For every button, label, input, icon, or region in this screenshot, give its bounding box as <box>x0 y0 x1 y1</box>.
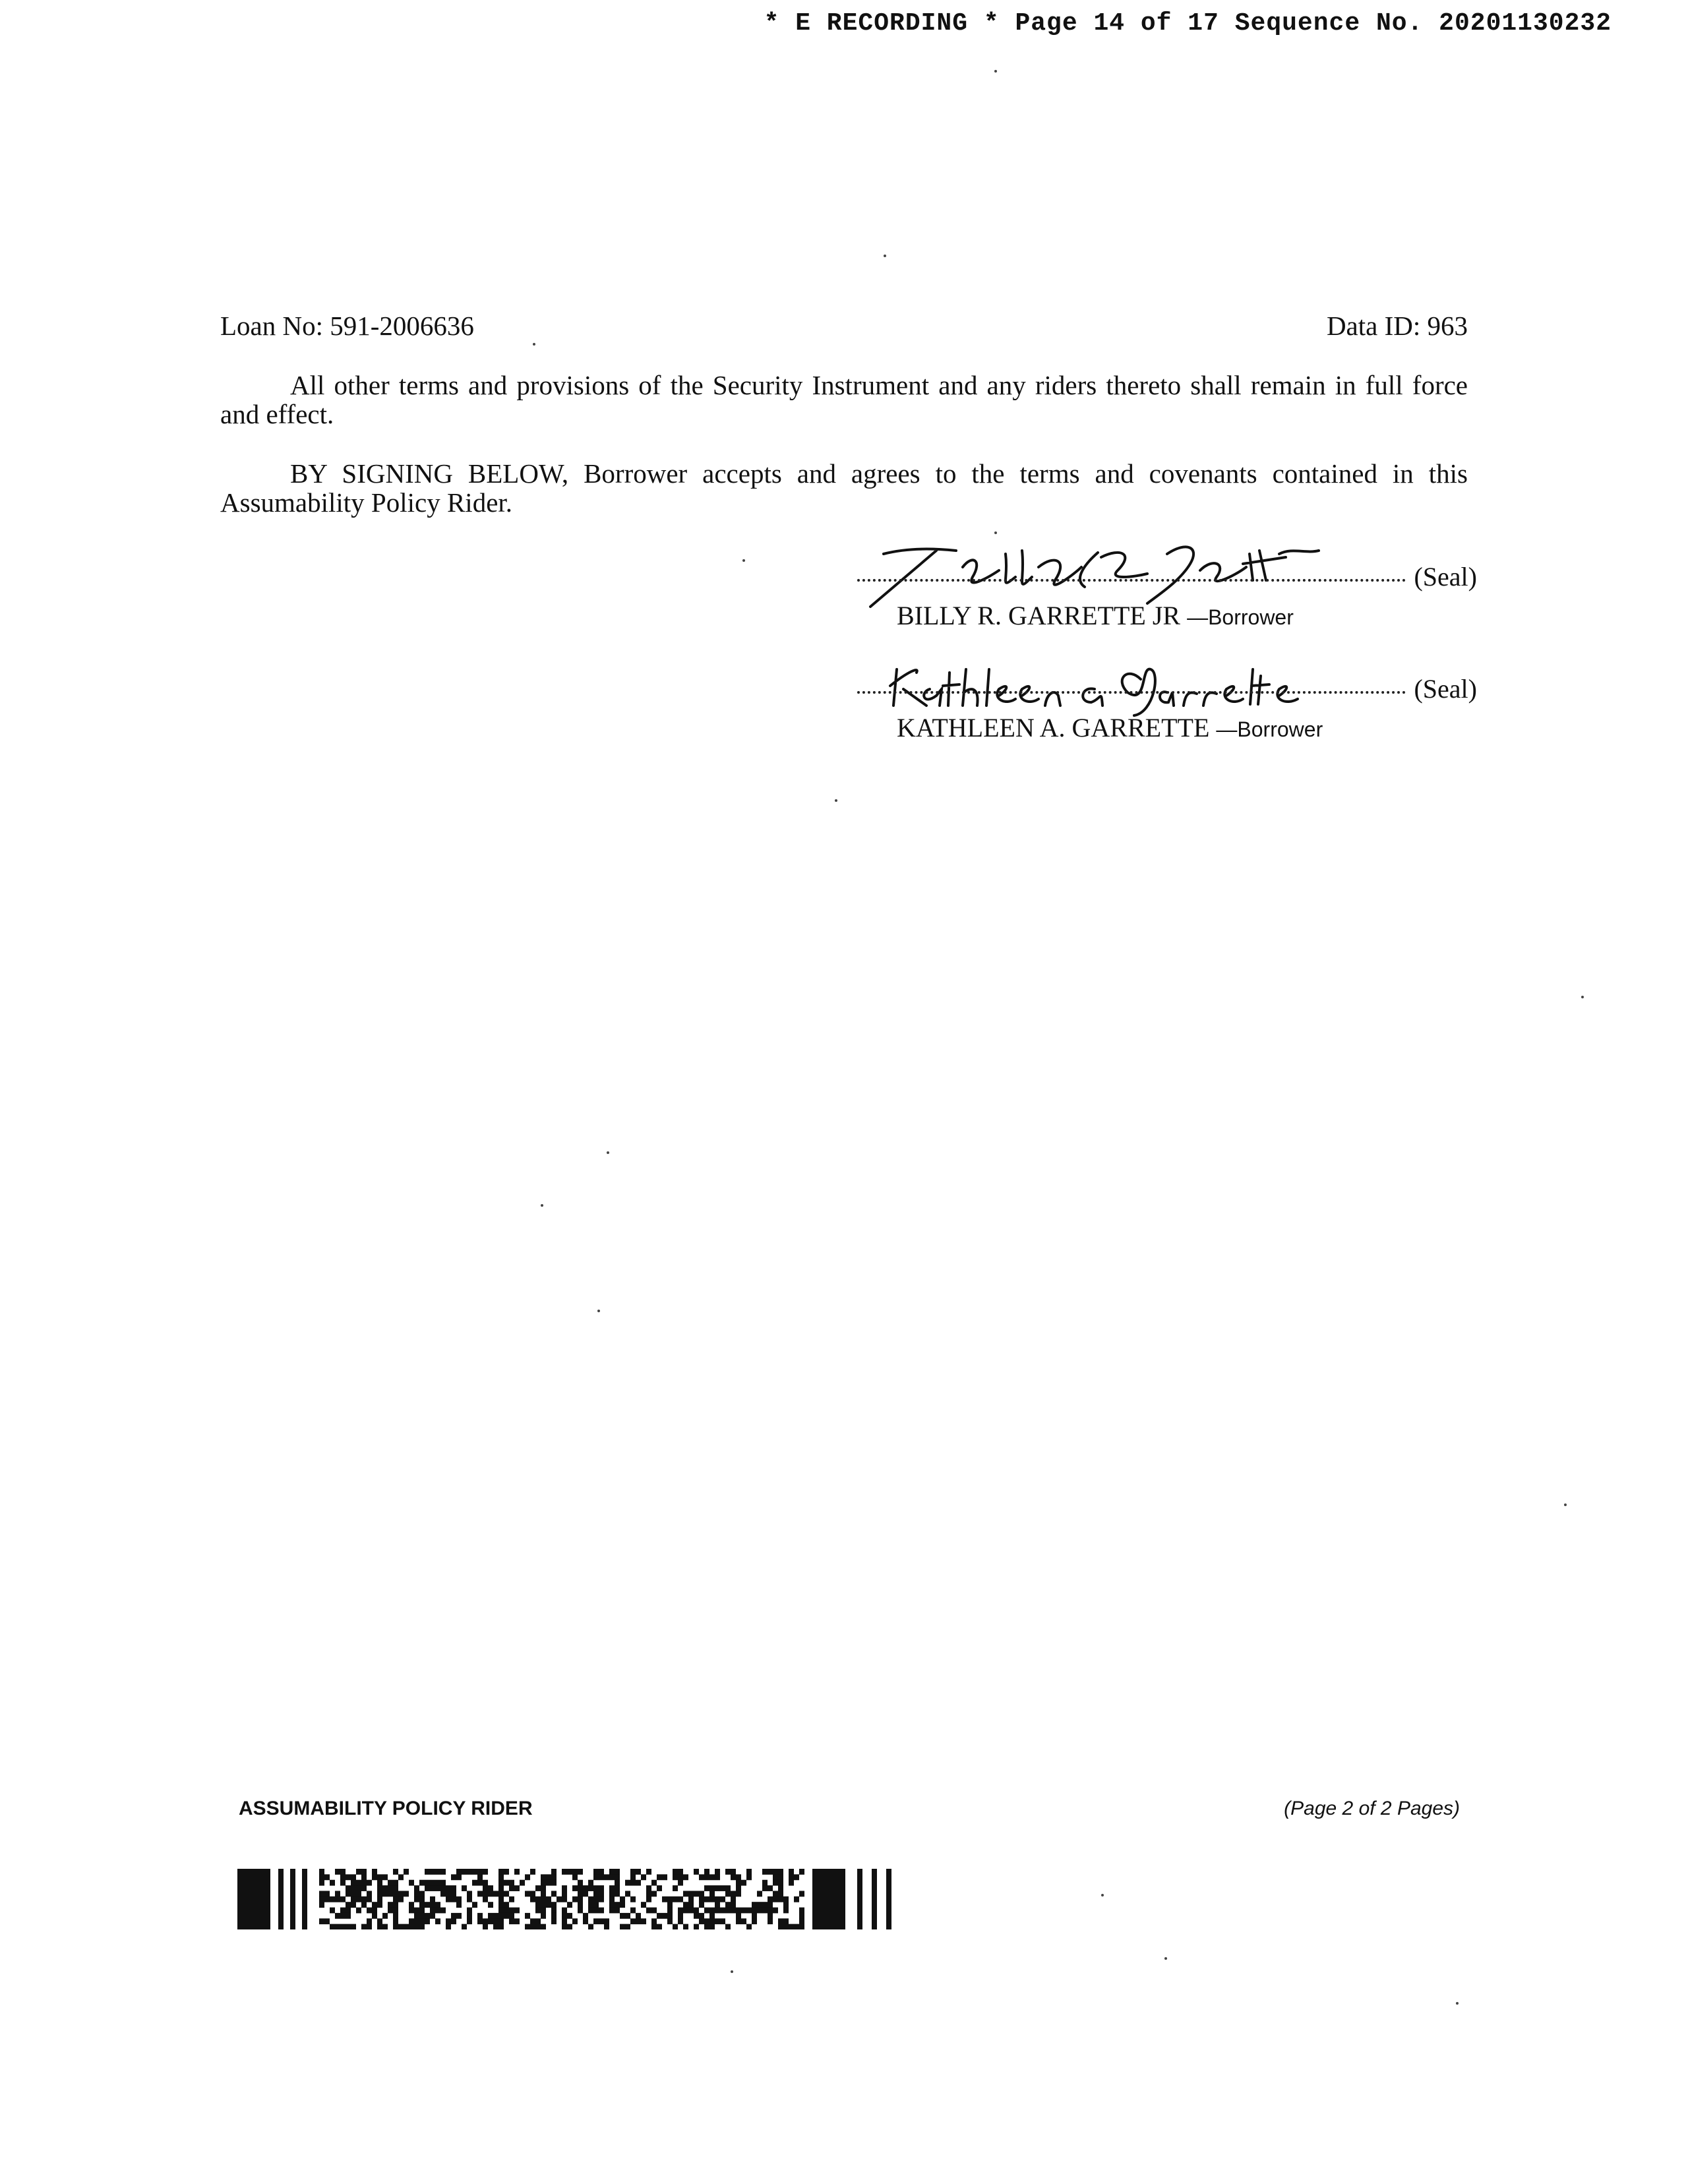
signer-role: —Borrower <box>1216 717 1323 741</box>
seal-label: (Seal) <box>1414 562 1477 592</box>
signer-role: —Borrower <box>1187 605 1294 629</box>
data-id: Data ID: 963 <box>1326 311 1468 341</box>
terms-paragraph: All other terms and provisions of the Security Instrument and any riders thereto shall remain in full force and effect. <box>220 370 1468 429</box>
handwritten-signature-billy <box>857 541 1319 607</box>
signer-name-line <box>897 712 1323 743</box>
scan-speck <box>835 799 837 802</box>
signature-block-borrower-1 <box>857 541 1477 630</box>
signer-name: BILLY R. GARRETTE JR <box>897 601 1181 630</box>
seal-label: (Seal) <box>1414 674 1477 704</box>
scan-speck <box>607 1151 609 1154</box>
handwritten-signature-kathleen <box>857 653 1319 719</box>
scan-speck <box>884 255 886 257</box>
signature-line <box>857 579 1406 582</box>
scan-speck <box>533 343 535 346</box>
scan-speck <box>994 531 997 534</box>
scan-speck <box>597 1310 600 1312</box>
scan-speck <box>742 559 745 562</box>
scan-speck <box>1581 996 1584 998</box>
signature-block-borrower-2 <box>857 653 1477 743</box>
signature-line <box>857 691 1406 694</box>
signing-paragraph: BY SIGNING BELOW, Borrower accepts and agrees to the terms and covenants contained in this Assumability Policy Rider. <box>220 458 1468 518</box>
scan-speck <box>994 70 997 73</box>
scan-speck <box>731 1970 733 1973</box>
signer-name: KATHLEEN A. GARRETTE <box>897 713 1210 743</box>
scan-speck <box>1456 2002 1459 2005</box>
scan-speck <box>1164 1957 1167 1960</box>
scan-speck <box>1101 1894 1104 1896</box>
loan-number: Loan No: 591-2006636 <box>220 311 474 341</box>
signer-name-line <box>897 600 1294 631</box>
page-count-note: (Page 2 of 2 Pages) <box>1284 1798 1460 1819</box>
recording-stamp: * E RECORDING * Page 14 of 17 Sequence No. 20201130232 <box>764 9 1612 38</box>
form-title: ASSUMABILITY POLICY RIDER <box>239 1798 533 1819</box>
loan-info-row <box>220 310 1468 349</box>
barcode <box>237 1869 897 1929</box>
scan-speck <box>541 1204 543 1207</box>
scan-speck <box>1564 1503 1567 1506</box>
